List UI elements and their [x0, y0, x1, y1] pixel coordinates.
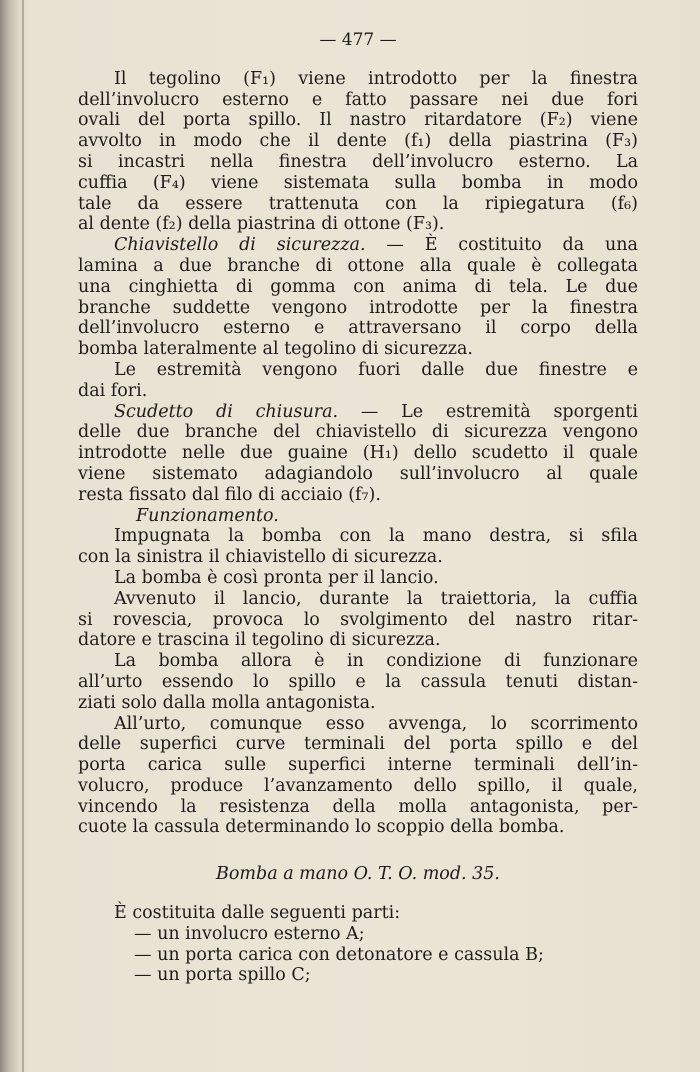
- text-line: Le estremità vengono fuori dalle due finestre e: [114, 359, 638, 380]
- paragraph-funz4: [78, 651, 638, 713]
- text-line: lamina a due branche di ottone alla quale è collegata: [78, 255, 638, 276]
- text-line: al dente (f₂) della piastrina di ottone (F₃).: [78, 214, 445, 235]
- page-text: [78, 30, 638, 986]
- text-line: una cinghietta di gomma con anima di tela. Le due: [78, 276, 638, 297]
- paragraph-scudetto: [78, 402, 638, 506]
- section-heading: Funzionamento.: [136, 505, 279, 526]
- text-line: avvolto in modo che il dente (f₁) della piastrina (F₃): [78, 131, 638, 152]
- list-item: — un involucro esterno A;: [134, 923, 365, 944]
- text-line: All’urto, comunque esso avvenga, lo scorrimento: [114, 713, 638, 734]
- text-line: dai fori.: [78, 380, 148, 401]
- text-line: ziati solo dalla molla antagonista.: [78, 692, 376, 713]
- text-line: cuote la cassula determinando lo scoppio della bomba.: [78, 817, 565, 838]
- text-line: — Le estremità sporgenti: [338, 401, 638, 422]
- text-line: si incastri nella finestra dell’involucro esterno. La: [78, 151, 638, 172]
- paragraph-tegolino: [78, 69, 638, 235]
- text-line: dell’involucro esterno e fatto passare nei due fori: [78, 89, 638, 110]
- text-line: con la sinistra il chiavistello di sicurezza.: [78, 547, 443, 568]
- text-line: branche suddette vengono introdotte per la finestra: [78, 297, 638, 318]
- section-title: Bomba a mano O. T. O. mod. 35.: [216, 864, 500, 885]
- text-line: volucro, produce l’avanzamento dello spillo, il quale,: [78, 775, 638, 796]
- text-line: vincendo la resistenza della molla antagonista, per-: [78, 796, 638, 817]
- list-intro: È costituita dalle seguenti parti:: [114, 903, 401, 924]
- text-line: cuffia (F₄) viene sistemata sulla bomba in modo: [78, 172, 638, 193]
- text-line: ovali del porta spillo. Il nastro ritardatore (F₂) viene: [78, 110, 638, 131]
- paragraph-funz1: [78, 526, 638, 568]
- text-line: introdotte nelle due guaine (H₁) dello scudetto il quale: [78, 443, 638, 464]
- text-line: porta carica sulle superfici interne terminali dell’in-: [78, 755, 638, 776]
- text-line: viene sistemato adagiandolo sull’involucro al quale: [78, 463, 638, 484]
- text-line: all’urto essendo lo spillo e la cassula tenuti distan-: [78, 671, 638, 692]
- text-line: La bomba allora è in condizione di funzionare: [114, 651, 638, 672]
- text-line: resta fissato dal filo di acciaio (f₇).: [78, 484, 381, 505]
- text-line: Avvenuto il lancio, durante la traiettoria, la cuffia: [114, 588, 638, 609]
- text-line: si rovescia, provoca lo svolgimento del nastro ritar-: [78, 609, 638, 630]
- list-item: — un porta carica con detonatore e cassula B;: [134, 944, 544, 965]
- text-line: bomba lateralmente al tegolino di sicurezza.: [78, 339, 473, 360]
- page-number: — 477 —: [319, 30, 397, 50]
- text-line: dell’involucro esterno e attraversano il corpo della: [78, 318, 638, 339]
- paragraph-funz3: [78, 589, 638, 651]
- page-gutter: [22, 0, 24, 1072]
- list-item: — un porta spillo C;: [134, 965, 311, 986]
- paragraph-funz5: [78, 714, 638, 839]
- text-line: La bomba è così pronta per il lancio.: [114, 567, 439, 588]
- section-heading: Chiavistello di sicurezza.: [114, 235, 366, 256]
- text-line: — È costituito da una: [365, 235, 638, 256]
- text-line: Impugnata la bomba con la mano destra, si sfila: [114, 526, 638, 547]
- text-line: datore e trascina il tegolino di sicurezza.: [78, 630, 441, 651]
- text-line: delle superfici curve terminali del porta spillo e del: [78, 734, 638, 755]
- paragraph-estremita: [78, 360, 638, 402]
- text-line: delle due branche del chiavistello di sicurezza vengono: [78, 422, 638, 443]
- text-line: tale da essere trattenuta con la ripiegatura (f₆): [78, 193, 638, 214]
- paragraph-chiavistello: [78, 235, 638, 360]
- section-heading: Scudetto di chiusura.: [114, 401, 339, 422]
- text-line: Il tegolino (F₁) viene introdotto per la finestra: [114, 68, 638, 89]
